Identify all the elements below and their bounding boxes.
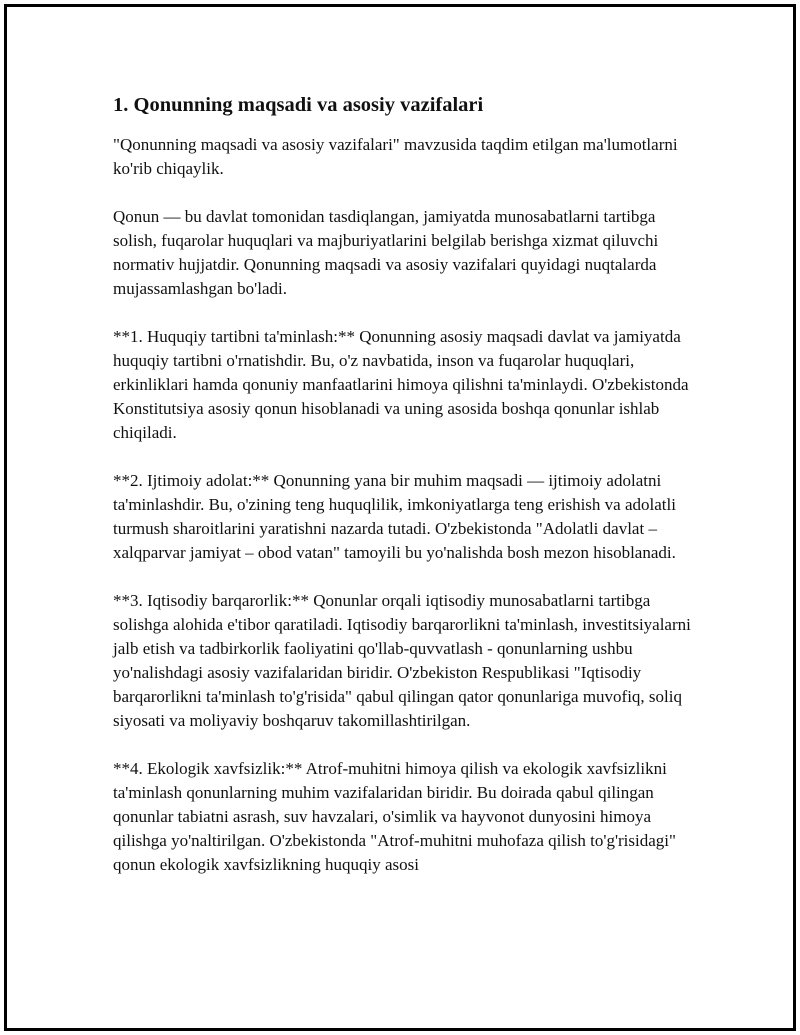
ecological-safety-paragraph: **4. Ekologik xavfsizlik:** Atrof-muhitni himoya qilish va ekologik xavfsizlikni ta'minlash qonunlarning muhim vazifalaridan biridir. Bu doirada qabul qilingan qonunlar tabiatni asrash, suv havzalari, o'simlik va hayvonot dunyosini himoya qilishga yo'naltirilgan. O'zbekistonda "Atrof-muhitni muhofaza qilish to'g'risidagi" qonun ekologik xavfsizlikning huquqiy asosi bbox=[113, 759, 676, 874]
economic-stability-paragraph: **3. Iqtisodiy barqarorlik:** Qonunlar orqali iqtisodiy munosabatlarni tartibga solishga alohida e'tibor qaratiladi. Iqtisodiy barqarorlikni ta'minlash, investitsiyalarni jalb etish va tadbirkorlik faoliyatini qo'llab-quvvatlash - qonunlarning ushbu yo'nalishdagi asosiy vazifalaridan biridir. O'zbekiston Respublikasi "Iqtisodiy barqarorlikni ta'minlash to'g'risida" qabul qilingan qator qonunlariga muvofiq, soliq siyosati va moliyaviy boshqaruv takomillashtirilgan. bbox=[113, 591, 691, 730]
definition-paragraph: Qonun — bu davlat tomonidan tasdiqlangan, jamiyatda munosabatlarni tartibga solish, fuqarolar huquqlari va majburiyatlarini belgilab berishga xizmat qiluvchi normativ hujjatdir. Qonunning maqsadi va asosiy vazifalari quyidagi nuqtalarda mujassamlashgan bo'ladi. bbox=[113, 207, 659, 298]
social-justice-paragraph: **2. Ijtimoiy adolat:** Qonunning yana bir muhim maqsadi — ijtimoiy adolatni ta'minlashdir. Bu, o'zining teng huquqlilik, imkoniyatlarga teng erishish va adolatli turmush sharoitlarini yaratishni nazarda tutadi. O'zbekistonda "Adolatli davlat – xalqparvar jamiyat – obod vatan" tamoyili bu yo'nalishda bosh mezon hisoblanadi. bbox=[113, 471, 676, 562]
legal-order-paragraph: **1. Huquqiy tartibni ta'minlash:** Qonunning asosiy maqsadi davlat va jamiyatda huquqiy tartibni o'rnatishdir. Bu, o'z navbatida, inson va fuqarolar huquqlari, erkinliklari hamda qonuniy manfaatlarini himoya qilishni ta'minlaydi. O'zbekistonda Konstitutsiya asosiy qonun hisoblanadi va uning asosida boshqa qonunlar ishlab chiqiladi. bbox=[113, 327, 689, 442]
intro-paragraph: "Qonunning maqsadi va asosiy vazifalari" mavzusida taqdim etilgan ma'lumotlarni ko'rib chiqaylik. bbox=[113, 135, 678, 178]
section-title: 1. Qonunning maqsadi va asosiy vazifalari bbox=[113, 94, 484, 116]
document-body bbox=[113, 92, 693, 901]
